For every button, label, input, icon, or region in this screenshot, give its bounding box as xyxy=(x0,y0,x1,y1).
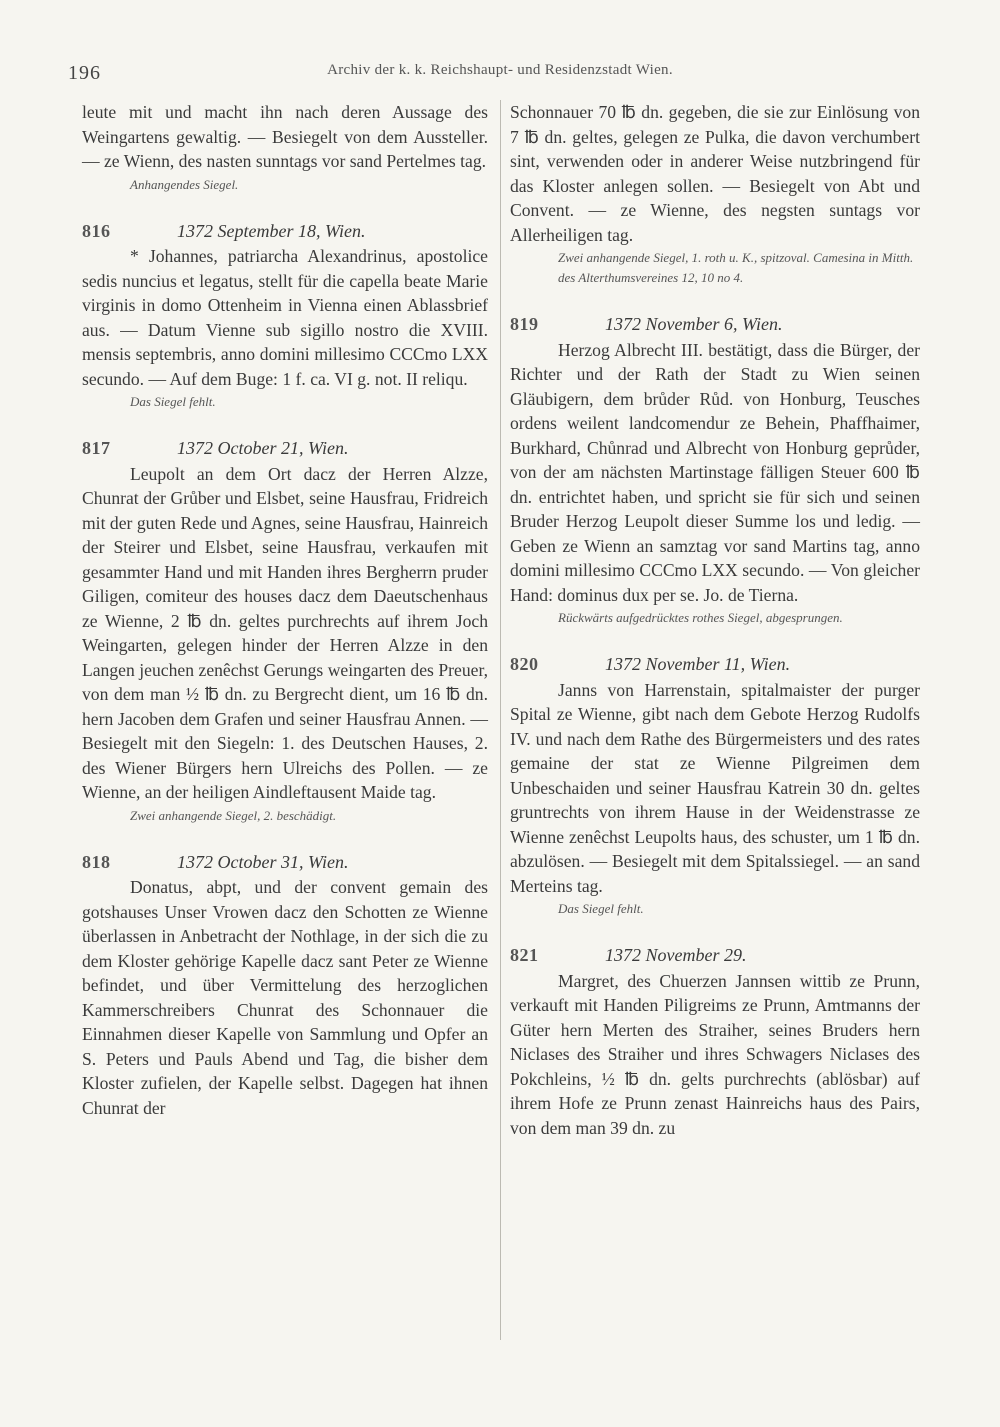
entry-817-text: Leupolt an dem Ort dacz der Herren Alzze, Chunrat der Grůber und Elsbet, seine Hausfrau, Fridreich mit der guten Rede und Agnes, seine Hausfrau, Hainreich der Steirer und Elsbet, seine Hausfrau, verkaufen mit gesammter Hand und mit Handen ihres Bergherrn pruder Giligen, comiteur des houses dacz dem Daeutschenhaus ze Wienne, 2 ℔ dn. geltes purchrechts auf ihrem Joch Weingarten, gelegen hinder der Herren Alzze in den Langen jeuchen zenêchst Gerungs weingarten des Preuer, von dem man ½ ℔ dn. zu Bergrecht dient, um 16 ℔ dn. hern Jacoben dem Grafen und seiner Hausfrau Annen. — Besiegelt mit den Siegeln: 1. des Deutschen Hauses, 2. des Wiener Bürgers hern Ulreichs des Pollen. — ze Wienne, an der heiligen Aindleftausent Maide tag. xyxy=(82,463,488,802)
entry-816-heading xyxy=(82,219,488,244)
entry-date: 1372 October 31, Wien. xyxy=(177,851,349,872)
column-divider xyxy=(500,100,501,1340)
entry-date: 1372 November 6, Wien. xyxy=(605,314,783,334)
running-title: Archiv der k. k. Reichshaupt- und Residenzstadt Wien. xyxy=(327,62,673,78)
continued-entry-note: Anhangendes Siegel. xyxy=(130,176,239,192)
left-column xyxy=(82,100,488,1120)
entry-820-heading xyxy=(510,652,920,677)
entry-number: 819 xyxy=(510,314,539,334)
entry-number: 817 xyxy=(82,438,111,458)
entry-number: 821 xyxy=(510,945,539,965)
entry-816-note: Das Siegel fehlt. xyxy=(130,394,216,409)
continued-entry-note: Zwei anhangende Siegel, 1. roth u. K., spitzoval. Camesina in Mitth. des Alterthumsvereines 12, 10 no 4. xyxy=(558,250,914,285)
entry-819-note: Rückwärts aufgedrücktes rothes Siegel, abgesprungen. xyxy=(558,610,843,625)
entry-date: 1372 November 29. xyxy=(605,945,747,965)
entry-817-note: Zwei anhangende Siegel, 2. beschädigt. xyxy=(130,807,337,823)
entry-821-text: Margret, des Chuerzen Jannsen wittib ze Prunn, verkauft mit Handen Piligreims ze Prunn, Amtmanns der Güter hern Merten des Straiher, seines Bruders hern Niclases des Straiher und ihres Schwagers Niclases des Pokchleins, ½ ℔ dn. gelts purchrechts (ablösbar) auf ihrem Hofe ze Prunn zenast Hainreichs haus des Pairs, von dem man 39 dn. zu xyxy=(510,970,920,1138)
entry-817-heading xyxy=(82,436,488,461)
entry-818-heading xyxy=(82,850,488,875)
entry-date: 1372 October 21, Wien. xyxy=(177,438,349,458)
entry-820-note: Das Siegel fehlt. xyxy=(558,901,644,916)
entry-number: 818 xyxy=(82,851,111,872)
entry-number: 820 xyxy=(510,654,539,674)
entry-816-text: * Johannes, patriarcha Alexandrinus, apostolice sedis nuncius et legatus, stellt für die capella beate Marie virginis in domo Ottenheim in Vienna einen Ablassbrief aus. — Datum Vienne sub sigillo nostro die XVIII. mensis septembris, anno domini millesimo CCCmo LXX secundo. — Auf dem Buge: 1 f. ca. VI g. not. II reliqu. xyxy=(82,246,488,389)
entry-number: 816 xyxy=(82,220,111,241)
right-column xyxy=(510,100,920,1140)
entry-821-heading xyxy=(510,943,920,968)
entry-819-text: Herzog Albrecht III. bestätigt, dass die Bürger, der Richter und der Rath der Stadt zu Wien seinen Gläubigern, dem brůder Růd. von Honburg, Teusches ordens weilent landcomendur ze Behein, Phaffhaimer, Burkhard, Chůnrad und Albrecht von Honburg geprůder, von der am nächsten Martinstage fälligen Steuer 600 ℔ dn. entrichtet haben, und spricht sie für sich und seinen Bruder Herzog Leupolt dieser Summe los und ledig. — Geben ze Wienn an samztag vor sand Martins tag, anno domini millesimo CCCmo LXX secundo. — Von gleicher Hand: dominus dux per se. Jo. de Tierna. xyxy=(510,339,920,605)
continued-entry-text: leute mit und macht ihn nach deren Aussage des Weingartens gewaltig. — Besiegelt von dem Aussteller. — ze Wienn, des nasten sunntags vor sand Pertelmes tag. xyxy=(82,102,488,171)
entry-819-heading xyxy=(510,312,920,337)
page-header xyxy=(0,60,1000,90)
entry-date: 1372 November 11, Wien. xyxy=(605,654,791,674)
entry-818-text: Donatus, abpt, und der convent gemain des gotshauses Unser Vrowen dacz den Schotten ze Wienne überlassen in Anbetracht der Nothlage, in der sich die zu dem Kloster gehörige Kapelle dacz sant Peter ze Wienne befindet, und über Vermittelung des herzoglichen Kammerschreibers Chunrat des Schonnauer die Einnahmen dieser Kapelle von Sammlung und Opfer an S. Peters und Pauls Abend und Tag, die bisher dem Kloster zufielen, der Kapelle selbst. Dagegen hat ihnen Chunrat der xyxy=(82,877,488,1118)
entry-date: 1372 September 18, Wien. xyxy=(177,220,366,241)
entry-820-text: Janns von Harrenstain, spitalmaister der purger Spital ze Wienne, gibt nach dem Gebote Herzog Rudolfs IV. und nach dem Rathe des Bürgermeisters und des rates gemaine der stat ze Wienne Pilgreimen dem Unbeschaiden und seiner Hausfrau Katrein 30 dn. geltes gruntrechts von ihrem Hause in der Weidenstrasse ze Wienne zenêchst Leupolts haus, des schuster, um 1 ℔ dn. abzulösen. — Besiegelt mit dem Spitalssiegel. — an sand Merteins tag. xyxy=(510,679,920,896)
continued-entry-text: Schonnauer 70 ℔ dn. gegeben, die sie zur Einlösung von 7 ℔ dn. geltes, gelegen ze Pulka, die davon verchumbert sint, verwenden oder in anderer Weise nutzbringend für das Kloster anlegen sollen. — Besiegelt von Abt und Convent. — ze Wienne, des negsten suntags vor Allerheiligen tag. xyxy=(510,102,920,245)
page-number: 196 xyxy=(68,62,101,84)
